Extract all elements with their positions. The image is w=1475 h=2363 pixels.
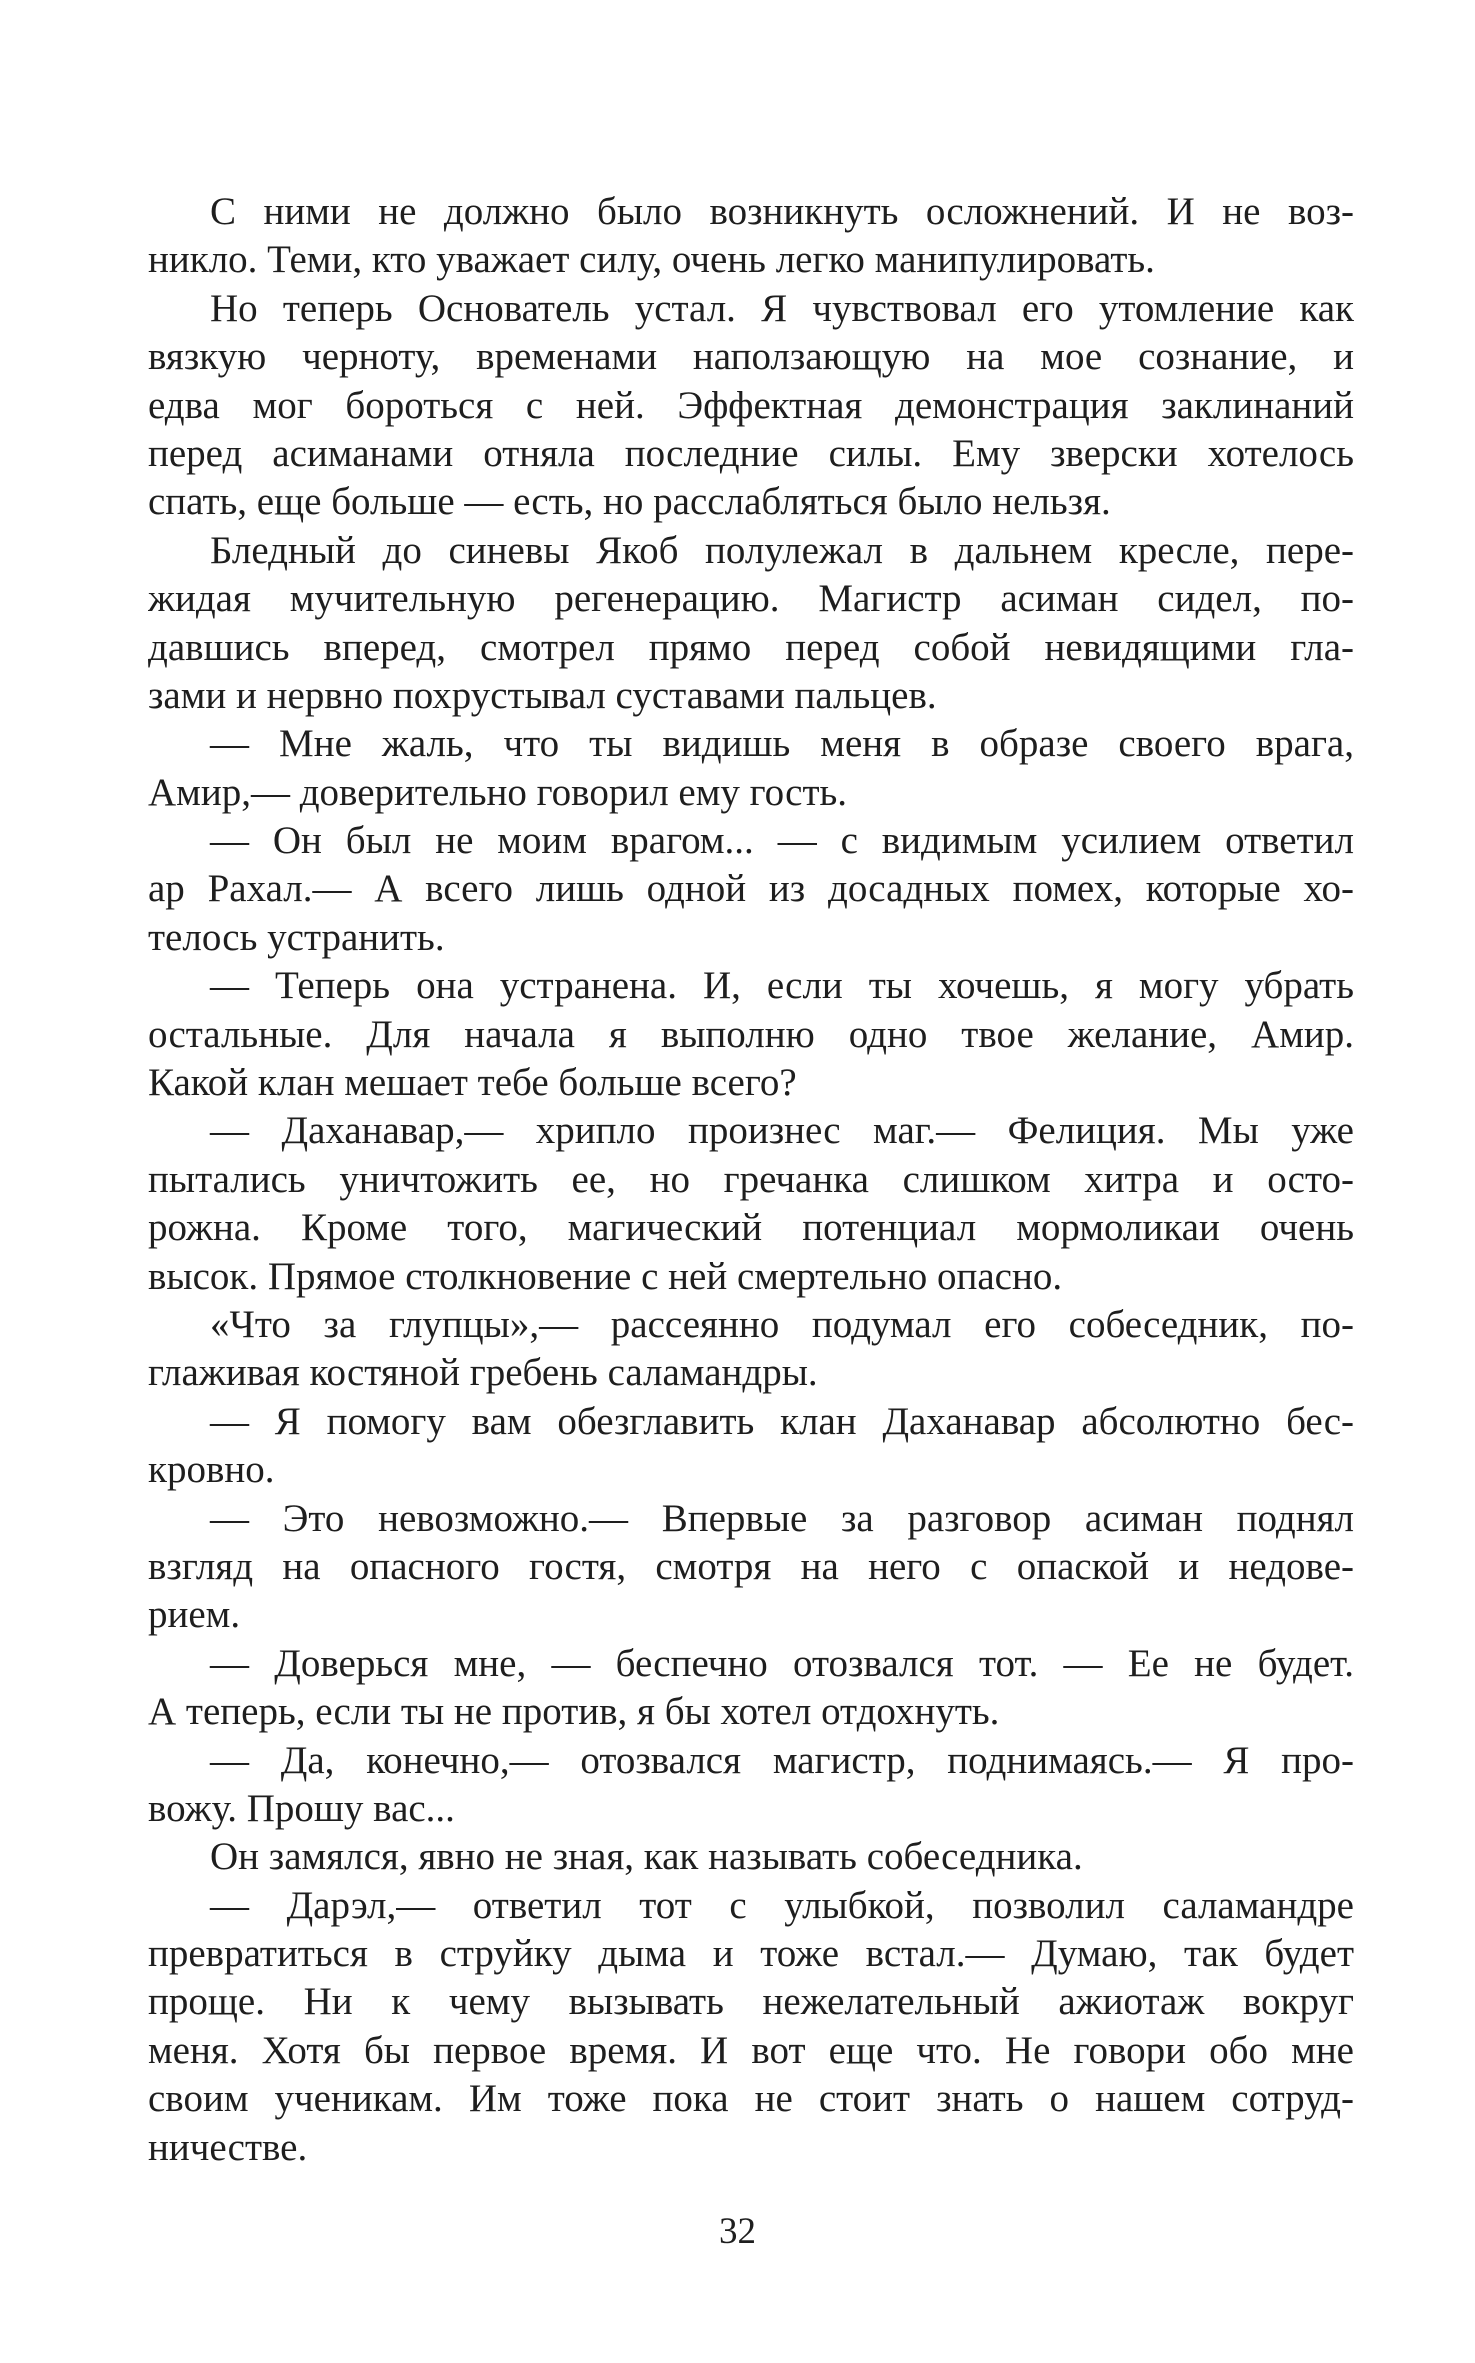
text-line: пытались уничтожить ее, но гречанка слишком хитра и осто- [148,1157,1354,1201]
text-line: — Даханавар,— хрипло произнес маг.— Фелиция. Мы уже [210,1109,1354,1153]
paragraph [148,1882,1354,2172]
text-line: проще. Ни к чему вызывать нежелательный ажиотаж вокруг [148,1980,1354,2024]
paragraph [148,1107,1354,1301]
text-line: А теперь, если ты не против, я бы хотел отдохнуть. [148,1690,1000,1734]
text-line: — Он был не моим врагом... — с видимым усилием ответил [210,819,1354,863]
text-line: вожу. Прошу вас... [148,1786,455,1830]
text-line: перед асиманами отняла последние силы. Ему зверски хотелось [148,431,1354,475]
paragraph [148,1833,1354,1881]
text-line: рием. [148,1593,241,1637]
text-line: Бледный до синевы Якоб полулежал в дальнем кресле, пере- [210,528,1354,572]
page-number: 32 [719,2211,756,2252]
text-line: остальные. Для начала я выполню одно твое желание, Амир. [148,1012,1354,1056]
paragraph [148,1398,1354,1495]
text-line: спать, еще больше — есть, но расслабляться было нельзя. [148,480,1111,524]
text-line: меня. Хотя бы первое время. И вот еще что. Не говори обо мне [148,2028,1354,2072]
text-line: кровно. [148,1448,275,1492]
text-line: жидая мучительную регенерацию. Магистр асиман сидел, по- [148,577,1354,621]
paragraph [148,1495,1354,1640]
text-line: ар Рахал.— А всего лишь одной из досадных помех, которые хо- [148,867,1354,911]
text-line: — Дарэл,— ответил тот с улыбкой, позволил саламандре [210,1883,1354,1927]
paragraph [148,1301,1354,1398]
text-line: — Я помогу вам обезглавить клан Даханавар абсолютно бес- [210,1399,1354,1443]
text-line: едва мог бороться с ней. Эффектная демонстрация заклинаний [148,383,1354,427]
text-line: своим ученикам. Им тоже пока не стоит знать о нашем сотруд- [148,2077,1354,2121]
text-line: Амир,— доверительно говорил ему гость. [148,770,848,814]
text-line: превратиться в струйку дыма и тоже встал.— Думаю, так будет [148,1932,1354,1976]
text-line: телось устранить. [148,915,445,959]
text-line: «Что за глупцы»,— рассеянно подумал его собеседник, по- [210,1302,1354,1346]
paragraph [148,285,1354,527]
text-line: высок. Прямое столкновение с ней смертельно опасно. [148,1254,1063,1298]
text-line: — Доверься мне, — беспечно отозвался тот. — Ее не будет. [210,1641,1354,1685]
text-line: — Мне жаль, что ты видишь меня в образе своего врага, [210,722,1354,766]
body-text [148,188,1354,2172]
text-line: рожна. Кроме того, магический потенциал мормоликаи очень [148,1206,1354,1250]
text-line: ничестве. [148,2125,308,2169]
text-line: глаживая костяной гребень саламандры. [148,1351,818,1395]
text-line: С ними не должно было возникнуть осложнений. И не воз- [210,190,1354,233]
text-line: вязкую черноту, временами наползающую на мое сознание, и [148,335,1354,379]
paragraph [148,1640,1354,1737]
text-line: Какой клан мешает тебе больше всего? [148,1061,797,1105]
text-line: взгляд на опасного гостя, смотря на него с опаской и недове- [148,1544,1354,1588]
paragraph [148,962,1354,1107]
paragraph [148,188,1354,285]
paragraph [148,817,1354,962]
paragraph [148,527,1354,721]
text-line: — Да, конечно,— отозвался магистр, поднимаясь.— Я про- [210,1738,1354,1782]
text-line: Но теперь Основатель устал. Я чувствовал его утомление как [210,286,1354,330]
text-line: давшись вперед, смотрел прямо перед собой невидящими гла- [148,625,1354,669]
text-line: — Теперь она устранена. И, если ты хочешь, я могу убрать [210,964,1354,1008]
paragraph [148,720,1354,817]
text-line: Он замялся, явно не зная, как называть собеседника. [210,1835,1083,1879]
text-line: зами и нервно похрустывал суставами пальцев. [148,673,937,717]
text-line: никло. Теми, кто уважает силу, очень легко манипулировать. [148,238,1155,282]
paragraph [148,1737,1354,1834]
text-line: — Это невозможно.— Впервые за разговор асиман поднял [210,1496,1354,1540]
